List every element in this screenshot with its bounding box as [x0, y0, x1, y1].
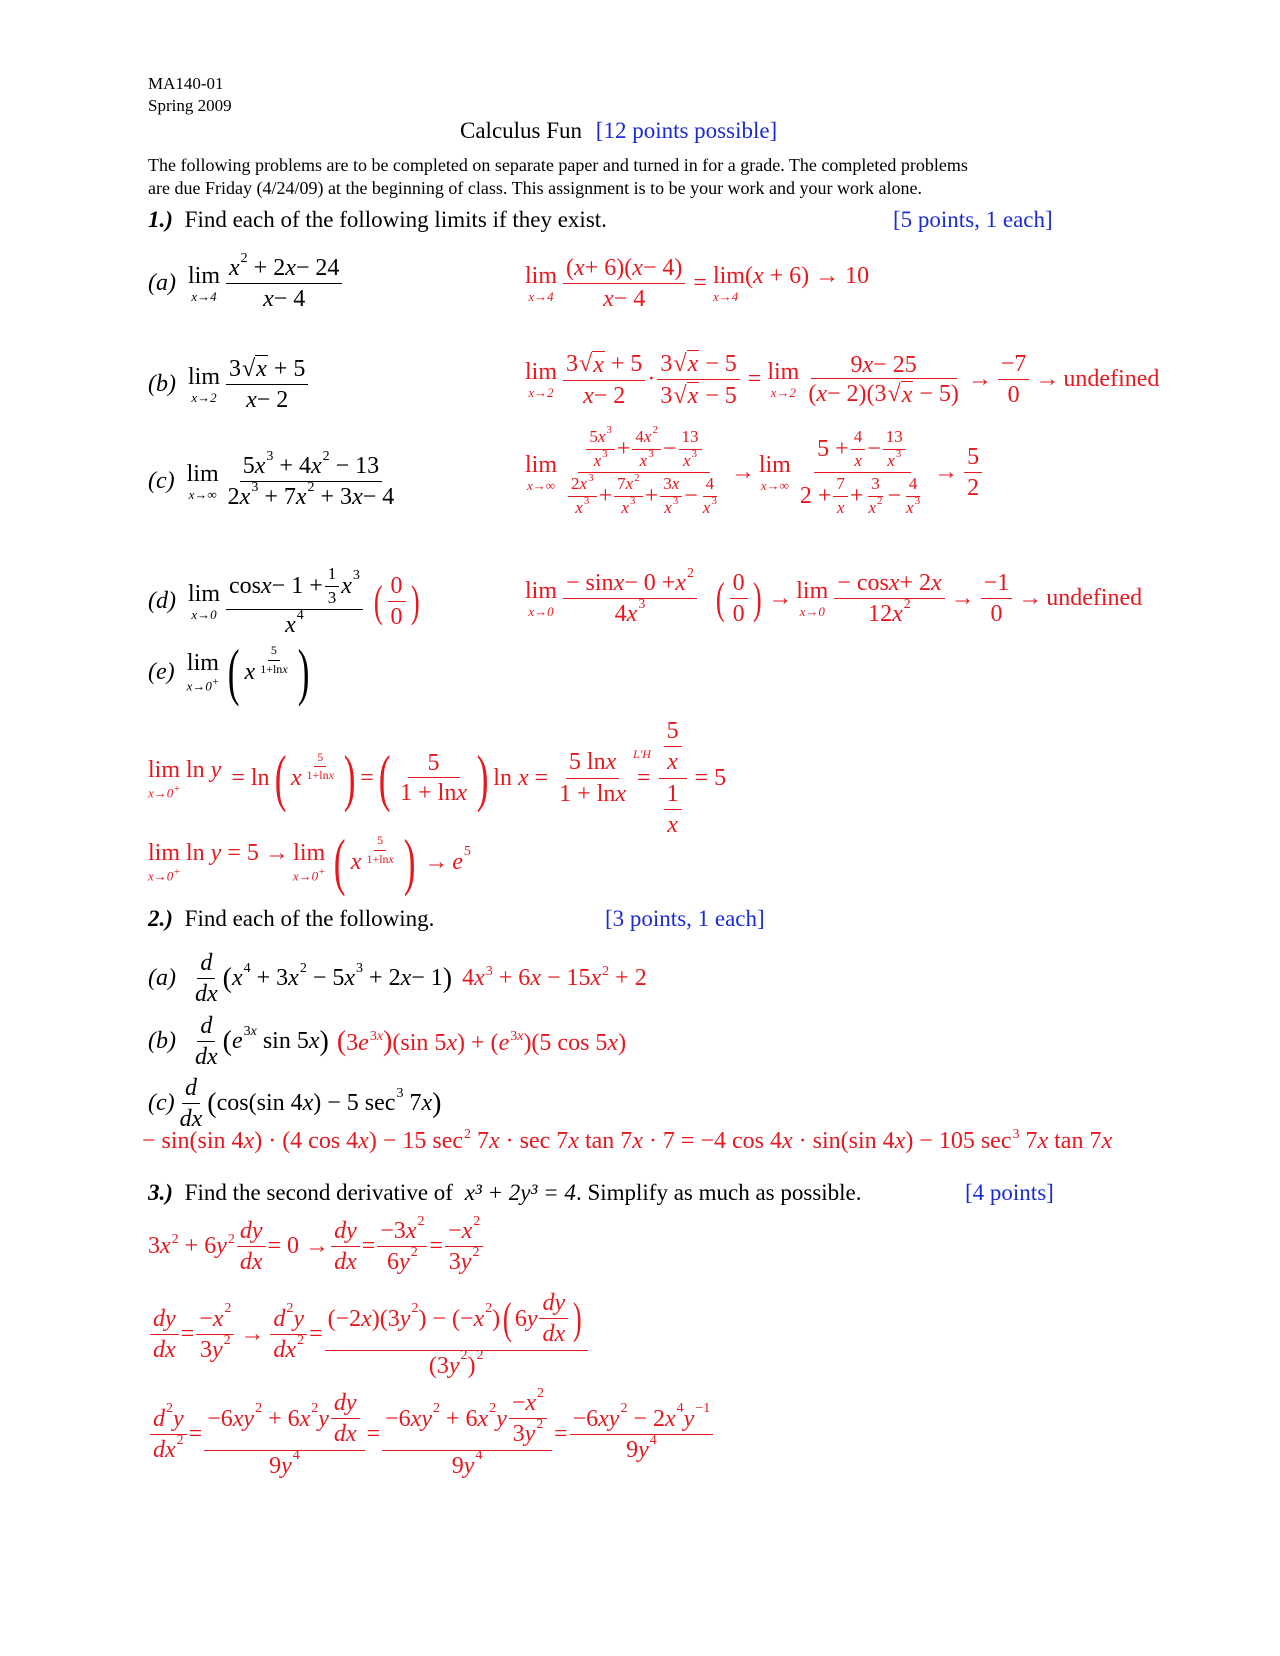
- q2b: (b) $\frac{d}{dx}$ ( e 3x sin 5 x ) $(3e^{3x})(\sin$ $5x) + (e^{3x})(5$ cos 5x): [148, 1013, 627, 1071]
- q3-equation: x³ + 2y³ = 4: [464, 1180, 576, 1205]
- q3-prompt-end: . Simplify as much as possible.: [575, 1180, 862, 1205]
- q1d-problem: (d) lim x→0 cos x − 1 + $\frac{1}{3}$ x 3 x 4 ( $\frac{0}{0}$ ): [148, 564, 420, 639]
- q3-points: [4 points]: [965, 1180, 1054, 1205]
- page-title: [460, 118, 777, 144]
- q3-heading: [148, 1180, 862, 1206]
- q1-heading: [148, 207, 607, 233]
- q1b-answer: lim x→2 3 √ x + 5 x − 2 · 3 √ x − 5 3 √ x − 5 = lim x→2 9 x − 25 ( x − 2)(3 √ x − 5) → $\frac{-7}{0}$ → undefined: [525, 350, 1160, 410]
- q1-points: [5 points, 1 each]: [893, 207, 1053, 232]
- q3-work-2: $\frac{dy}{dx}$ = − x 2 3 y 2 → d 2 y dx 2 = (−2 x )(3 y 2 ) − (− x 2 ) ( 6 y $\frac{dy}{dx}$ ) (3 y 2 ) 2: [148, 1290, 590, 1379]
- q2a: (a) $\frac{d}{dx}$ ( x 4 + 3 x 2 − 5 x 3 + 2 x − 1 ) $4x^3 + 6x - 15x^2 + 2$: [148, 950, 647, 1008]
- q1b-problem: (b) lim x→2 3 √ x + 5 x − 2: [148, 355, 310, 414]
- q1e-work-1: lim ln y x→0+ = ln ( x 5 1+ln x ) = ( 5 1 + ln x ) ln x = 5 ln x 1 + ln x L'H = $\frac{\frac{5}{x}}{\frac{1}{x}}$ = 5: [148, 718, 727, 839]
- q3-work-1: $3x^2 + 6y^2$ $\frac{dy}{dx}$ = 0 → $\frac{dy}{dx}$ = −3 x 2 6 y 2 = − x 2 3 y 2: [148, 1218, 485, 1276]
- q3-work-3: d 2 y dx 2 = −6 xy 2 + 6 x 2 y $\frac{dy}{dx}$ 9 y 4 = −6 xy 2 + 6 x 2 y − x 2 3 y 2 9 y 4 = −6 xy 2 − 2 x 4 y −1 9 y 4: [148, 1390, 715, 1479]
- q3-number: 3.): [148, 1180, 173, 1205]
- q2c: (c) $\frac{d}{dx}$ ( cos(sin 4 x ) − 5 sec 3 7 x ): [148, 1075, 442, 1133]
- q2-points: [3 points, 1 each]: [605, 906, 765, 931]
- title-text: Calculus Fun: [460, 118, 583, 143]
- q1e-problem: (e) lim x→0+ ( x 5 1+ln x ): [148, 636, 310, 707]
- q2-heading: [148, 906, 434, 932]
- q1-prompt: Find each of the following limits if they exist.: [184, 207, 607, 232]
- intro-line-1: The following problems are to be completed on separate paper and turned in for a grade. The completed problems: [148, 155, 968, 175]
- term: Spring 2009: [148, 96, 232, 115]
- q1b-undefined: undefined: [1063, 366, 1160, 393]
- q3-prompt: Find the second derivative of: [184, 1180, 453, 1205]
- q1c-answer: lim x→∞ 5 x 3 x 3 + 4 x 2 x 3 − 13 x 3 2 x 3 x 3 + 7 x 2 x 3 + 3 x x 3 − 4 x 3 → lim x→∞ 5 + $\frac{4}{x}$ − 13 x 3 2 + $\frac{7}{x}$ + 3 x 2 − 4 x 3 → $\frac{5}{2}$: [525, 428, 984, 518]
- q2-number: 2.): [148, 906, 173, 931]
- q2-prompt: Find each of the following.: [184, 906, 435, 931]
- course-code: MA140-01: [148, 74, 224, 93]
- q1d-undefined: undefined: [1046, 585, 1143, 612]
- q1e-work-2: lim ln y = 5 → x→0+ lim x→0+ ( x 5 1+ln x ) → e 5: [148, 826, 471, 897]
- q1c-problem: (c) lim x→∞ 5 x 3 + 4 x 2 − 13 2 x 3 + 7 x 2 + 3 x − 4: [148, 448, 395, 511]
- q2c-answer: − sin(sin 4x) · (4 cos 4x) − 15 $\sec^2 7x \cdot \sec 7x$ tan 7x · 7 = −4 cos 4x · sin(sin 4x) − 105 $\sec^3 7x$ tan 7x: [142, 1127, 1113, 1154]
- q1-number: 1.): [148, 207, 173, 232]
- q1a-problem: (a) lim x→4 x 2 + 2 x − 24 x − 4: [148, 255, 344, 313]
- q1d-answer: lim x→0 − sin x − 0 + x 2 4 x 3 ( $\frac{0}{0}$ ) → lim x→0 − cos x + 2 x 12 x 2 → $\frac{-1}{0}$ → undefined: [525, 565, 1143, 628]
- title-points: [12 points possible]: [595, 118, 778, 143]
- q1a-answer: lim x→4 ( x + 6)( x − 4) x − 4 = lim(x + 6) → 10 x→4: [525, 255, 870, 313]
- intro-line-2: are due Friday (4/24/09) at the beginning of class. This assignment is to be your work and your work alone.: [148, 178, 923, 198]
